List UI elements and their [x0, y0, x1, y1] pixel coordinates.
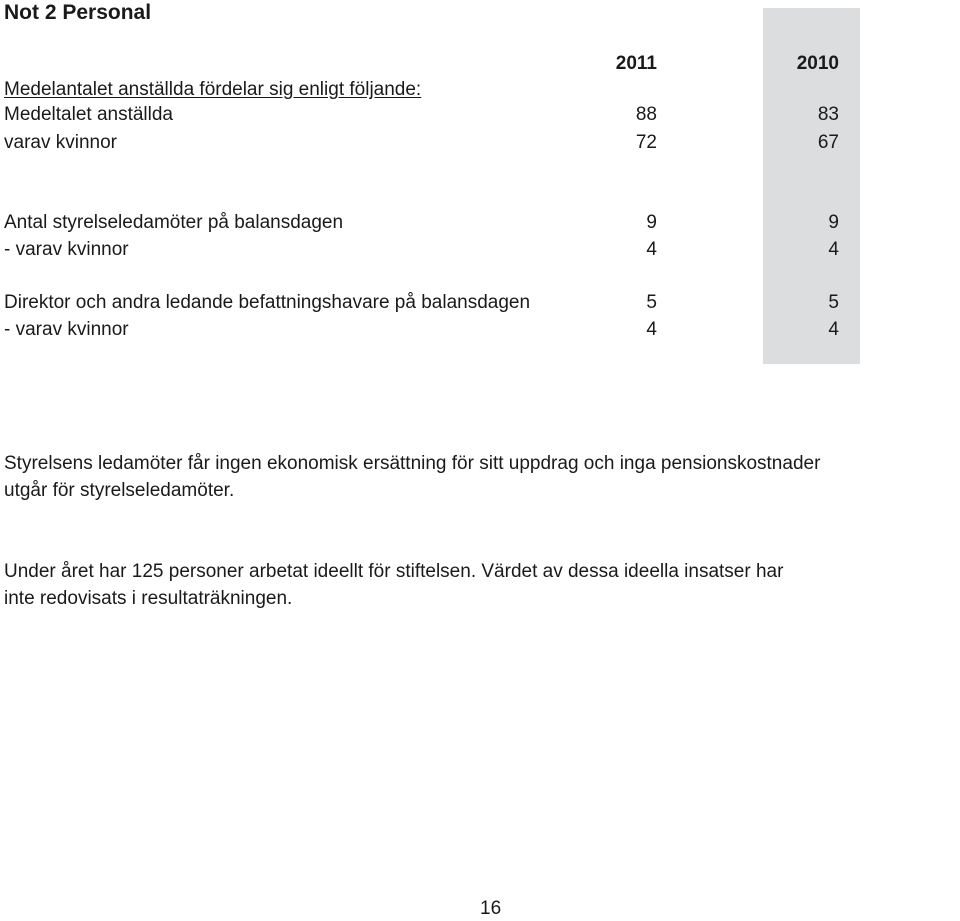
value-2011: 4: [646, 239, 657, 260]
value-2010: 4: [828, 239, 839, 260]
row-label: - varav kvinnor: [4, 239, 129, 260]
paragraph-line: Under året har 125 personer arbetat ideellt för stiftelsen. Värdet av dessa ideella insatser har: [4, 561, 784, 582]
table-row: [0, 103, 960, 127]
table-intro: Medelantalet anställda fördelar sig enligt följande:: [4, 79, 422, 100]
volunteer-paragraph: [4, 558, 783, 612]
value-2011: 9: [646, 212, 657, 233]
row-label: - varav kvinnor: [4, 319, 129, 340]
note-title: Not 2 Personal: [4, 1, 152, 24]
value-2010: 4: [828, 319, 839, 340]
value-2010: 9: [828, 212, 839, 233]
row-label: varav kvinnor: [4, 132, 117, 153]
row-label: Medeltalet anställda: [4, 104, 173, 125]
table-row: [0, 211, 960, 235]
table-row: [0, 291, 960, 315]
value-2010: 5: [828, 292, 839, 313]
paragraph-line: Styrelsens ledamöter får ingen ekonomisk ersättning för sitt uppdrag och inga pensionskostnader: [4, 453, 821, 474]
paragraph-line: inte redovisats i resultaträkningen.: [4, 588, 293, 609]
table-row: [0, 238, 960, 262]
value-2011: 5: [646, 292, 657, 313]
row-label: Antal styrelseledamöter på balansdagen: [4, 212, 344, 233]
paragraph-line: utgår för styrelseledamöter.: [4, 480, 235, 501]
value-2011: 4: [646, 319, 657, 340]
value-2011: 88: [635, 104, 657, 125]
value-2011: 72: [635, 132, 657, 153]
page-number: 16: [480, 898, 502, 919]
board-compensation-paragraph: [4, 450, 820, 504]
column-header-2010: 2010: [796, 53, 839, 74]
table-row: [0, 131, 960, 155]
table-row: [0, 318, 960, 342]
value-2010: 83: [817, 104, 839, 125]
row-label: Direktor och andra ledande befattningshavare på balansdagen: [4, 292, 531, 313]
value-2010: 67: [817, 132, 839, 153]
column-header-2011: 2011: [615, 53, 657, 74]
